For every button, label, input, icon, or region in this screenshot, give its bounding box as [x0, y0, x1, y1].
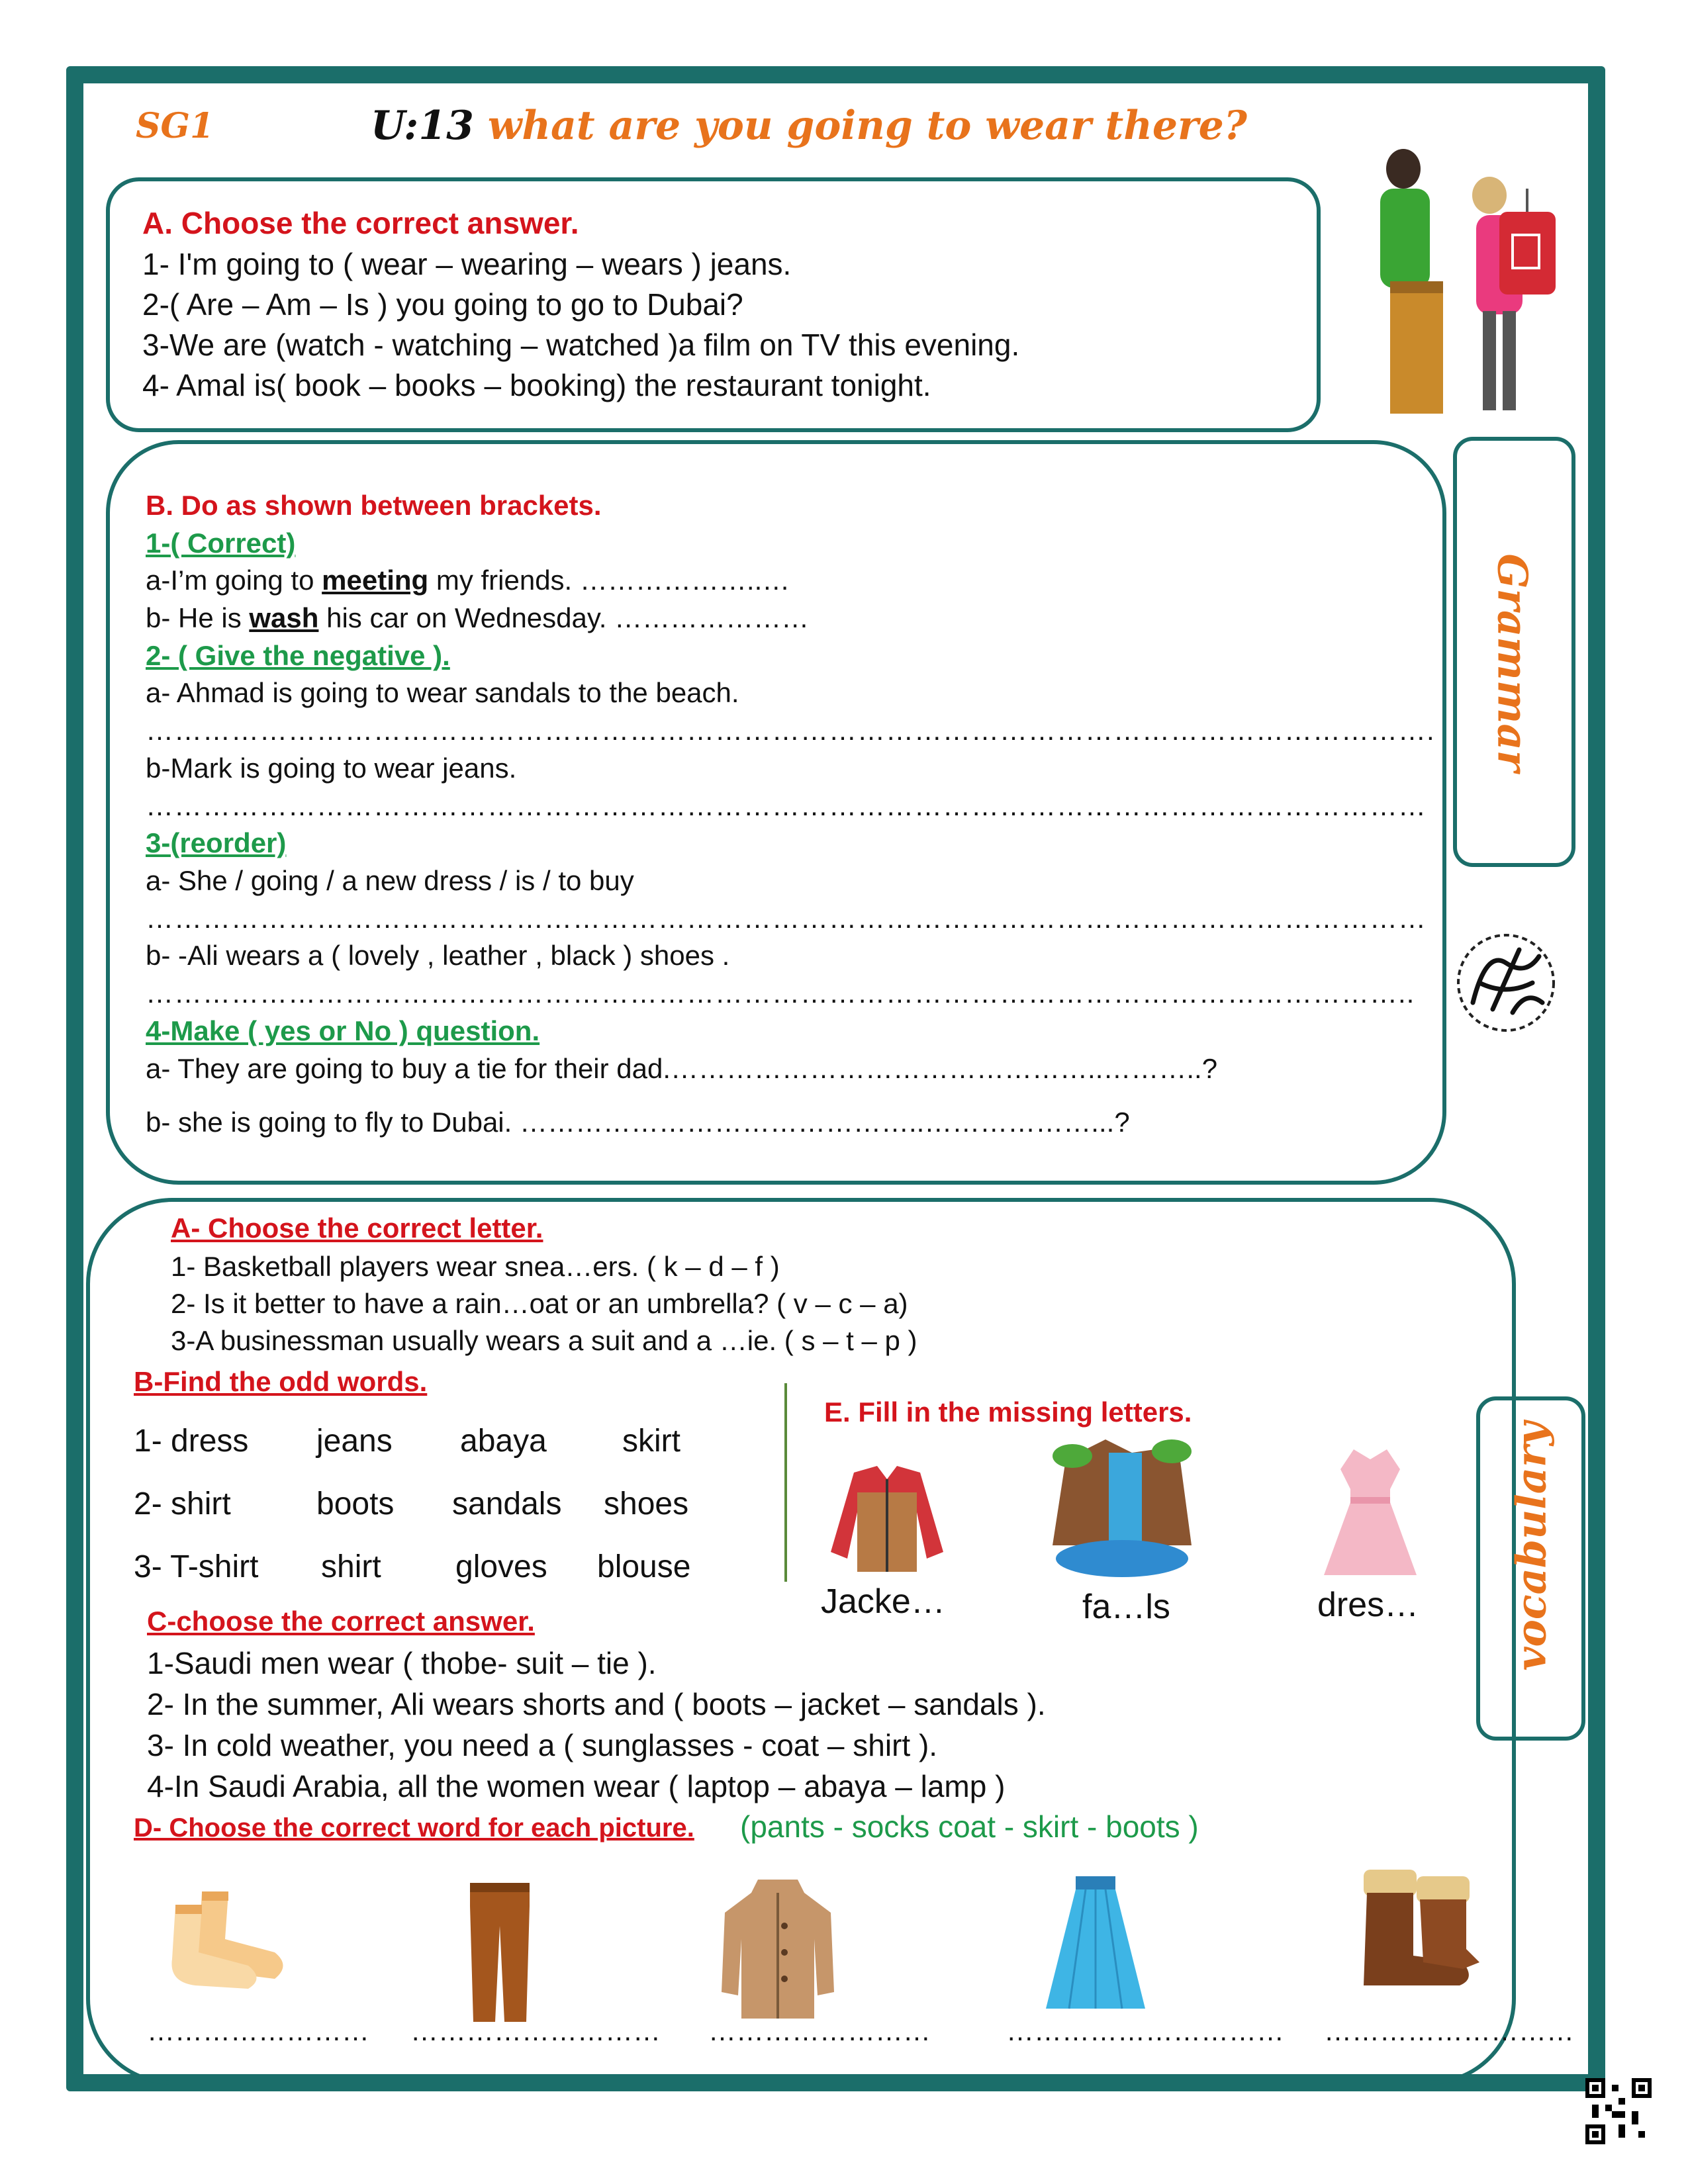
section-a-heading: A. Choose the correct answer. — [142, 206, 579, 240]
skirt-icon — [1043, 1873, 1149, 2019]
section-b-heading: B. Do as shown between brackets. — [146, 490, 602, 521]
odd-word-row-1-c4: skirt — [622, 1424, 680, 1459]
part-3a: a- She / going / a new dress / is / to buy — [146, 865, 634, 896]
answer-line[interactable]: ………………………………………………………………………………………………………………………. — [146, 715, 1435, 746]
odd-word-row-2-c4: shoes — [604, 1486, 689, 1522]
odd-word-row-3-c1: 3- T-shirt — [134, 1549, 259, 1584]
vocab-c-item-1: 1-Saudi men wear ( thobe- suit – tie ). — [147, 1646, 657, 1680]
vocab-c-item-2: 2- In the summer, Ali wears shorts and ( boots – jacket – sandals ). — [147, 1687, 1046, 1721]
vocab-d-heading: D- Choose the correct word for each picture. — [134, 1813, 694, 1843]
part-3-title: 3-(reorder) — [146, 827, 287, 858]
odd-word-row-1-c2: jeans — [316, 1424, 393, 1459]
section-a-item-2: 2-( Are – Am – Is ) you going to go to Dubai? — [142, 287, 743, 322]
coat-icon — [718, 1873, 837, 2025]
vocab-b-heading: B-Find the odd words. — [134, 1366, 428, 1397]
missing-letters-word-3: dres… — [1317, 1586, 1419, 1624]
part-2b: b-Mark is going to wear jeans. — [146, 752, 517, 784]
section-a-item-4: 4- Amal is( book – books – booking) the restaurant tonight. — [142, 368, 931, 402]
section-a-item-3: 3-We are (watch - watching – watched )a film on TV this evening. — [142, 328, 1020, 362]
picture-answer-blank-2[interactable]: ……………………… — [410, 2015, 661, 2046]
qr-code-icon — [1585, 2078, 1652, 2144]
vocab-c-heading: C-choose the correct answer. — [147, 1606, 535, 1637]
waterfall-icon — [1046, 1433, 1198, 1585]
part-4a: a- They are going to buy a tie for their dad.………………………………………..………..? — [146, 1053, 1218, 1084]
answer-line[interactable]: …………………………………………………………………………………………………………………….. — [146, 978, 1415, 1009]
sheet-code: SG1 — [136, 106, 214, 146]
missing-letters-word-1: Jacke… — [821, 1582, 945, 1621]
odd-word-row-2-c3: sandals — [452, 1486, 562, 1522]
vocab-a-item-1: 1- Basketball players wear snea…ers. ( k – d – f ) — [171, 1251, 780, 1282]
odd-word-row-3-c4: blouse — [597, 1549, 691, 1584]
vocab-c-item-3: 3- In cold weather, you need a ( sunglasses - coat – shirt ). — [147, 1728, 938, 1762]
picture-answer-blank-4[interactable]: ………………………… — [1006, 2015, 1284, 2046]
part-1a: a-I’m going to meeting my friends. ………………..… — [146, 565, 790, 596]
answer-line[interactable]: ……………………………………………………………………………………………………………………… — [146, 790, 1427, 821]
part-2a: a- Ahmad is going to wear sandals to the beach. — [146, 677, 739, 708]
section-a-item-1: 1- I'm going to ( wear – wearing – wears ) jeans. — [142, 247, 792, 281]
unit-title: what are you going to wear there? — [487, 103, 1247, 149]
part-1-title: 1-( Correct) — [146, 527, 296, 559]
page-title — [371, 103, 1247, 149]
shopping-people-illustration — [1344, 149, 1562, 427]
boots-icon — [1350, 1863, 1483, 1995]
odd-word-row-1-c1: 1- dress — [134, 1424, 249, 1459]
picture-answer-blank-3[interactable]: …………………… — [708, 2015, 931, 2046]
answer-line[interactable]: ……………………………………………………………………………………………………………………… — [146, 903, 1427, 934]
dress-icon — [1321, 1443, 1420, 1582]
picture-answer-blank-1[interactable]: …………………… — [147, 2015, 369, 2046]
odd-word-row-1-c3: abaya — [460, 1424, 547, 1459]
jacket-icon — [824, 1453, 950, 1578]
missing-letters-word-2: fa…ls — [1082, 1588, 1170, 1626]
picture-answer-blank-5[interactable]: ……………………… — [1324, 2015, 1574, 2046]
part-2-title: 2- ( Give the negative ). — [146, 640, 450, 671]
pants-icon — [463, 1880, 536, 2025]
odd-word-row-3-c3: gloves — [455, 1549, 547, 1584]
calligraphy-emblem — [1446, 923, 1566, 1042]
grammar-tag-label: Grammar — [1488, 553, 1537, 772]
vocab-a-item-2: 2- Is it better to have a rain…oat or an umbrella? ( v – c – a) — [171, 1288, 908, 1319]
vocab-a-item-3: 3-A businessman usually wears a suit and a …ie. ( s – t – p ) — [171, 1325, 917, 1356]
odd-word-row-3-c2: shirt — [321, 1549, 381, 1584]
part-4b: b- she is going to fly to Dubai. ……………………………………..………………...? — [146, 1107, 1130, 1138]
vocabulary-tag-label: vocabulary — [1507, 1422, 1556, 1671]
odd-word-row-2-c2: boots — [316, 1486, 395, 1522]
part-4-title: 4-Make ( yes or No ) question. — [146, 1015, 540, 1046]
part-1b: b- He is wash his car on Wednesday. ………………… — [146, 602, 810, 633]
vocab-c-item-4: 4-In Saudi Arabia, all the women wear ( laptop – abaya – lamp ) — [147, 1769, 1006, 1803]
vocab-e-heading: E. Fill in the missing letters. — [824, 1396, 1192, 1428]
vocab-d-options: (pants - socks coat - skirt - boots ) — [740, 1809, 1199, 1844]
column-divider — [784, 1383, 787, 1582]
socks-icon — [149, 1880, 301, 1992]
odd-word-row-2-c1: 2- shirt — [134, 1486, 231, 1522]
vocab-a-heading: A- Choose the correct letter. — [171, 1212, 543, 1244]
part-3b: b- -Ali wears a ( lovely , leather , black ) shoes . — [146, 940, 730, 971]
unit-number: U:13 — [371, 103, 474, 149]
